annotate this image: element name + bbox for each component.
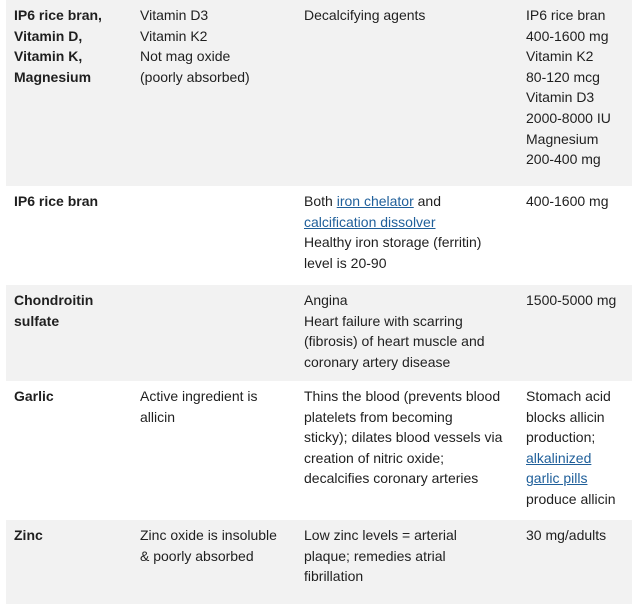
cell-text: Angina: [304, 292, 348, 308]
cell-text: Vitamin D,: [14, 27, 83, 44]
cell-text: (fibrosis) of heart muscle and: [304, 333, 485, 350]
cell-text: decalcifies coronary arteries: [304, 470, 479, 487]
cell-text: and: [413, 193, 441, 209]
cell-text: Vitamin K2: [526, 48, 594, 65]
cell-text: [526, 468, 632, 489]
cell-text: produce allicin: [526, 490, 616, 507]
cell-text: Zinc oxide is insoluble: [140, 527, 277, 543]
cell-text: sticky); dilates blood vessels via: [304, 429, 503, 446]
cell-text: & poorly absorbed: [140, 547, 254, 564]
dose-cell: [519, 386, 632, 510]
cell-text: Vitamin K2: [140, 27, 208, 44]
dose-cell: [519, 5, 632, 170]
cell-text: IP6 rice bran,: [14, 7, 102, 23]
cell-text: Healthy iron storage (ferritin): [304, 234, 482, 251]
effects-cell: [296, 525, 519, 587]
table-row: [6, 285, 632, 381]
alkalinized-garlic-pills-link[interactable]: alkalinized: [526, 449, 592, 466]
calcification-dissolver-link[interactable]: calcification dissolver: [304, 213, 436, 230]
table-row: [6, 520, 632, 604]
supplement-name-cell: [6, 290, 132, 331]
supplement-name-cell: [6, 386, 132, 407]
cell-text: 80-120 mcg: [526, 68, 600, 85]
cell-text: plaque; remedies atrial: [304, 547, 446, 564]
effects-cell: [296, 191, 519, 273]
cell-text: creation of nitric oxide;: [304, 449, 445, 466]
cell-text: Vitamin D3: [526, 89, 595, 106]
cell-text: Vitamin K,: [14, 48, 83, 65]
notes-cell: [132, 386, 296, 427]
dose-cell: [519, 191, 632, 212]
cell-text: [304, 212, 519, 233]
cell-text: 30 mg/adults: [526, 527, 607, 543]
cell-text: Low zinc levels = arterial: [304, 527, 457, 543]
effects-cell: [296, 386, 519, 489]
notes-cell: [132, 5, 296, 87]
cell-text: Zinc: [14, 527, 43, 543]
table-row: [6, 186, 632, 285]
supplement-name-cell: [6, 525, 132, 546]
cell-text: Vitamin D3: [140, 7, 209, 23]
cell-text: 200-400 mg: [526, 151, 601, 168]
dose-cell: [519, 290, 632, 311]
notes-cell: [132, 525, 296, 566]
cell-text: IP6 rice bran: [526, 7, 606, 23]
cell-text: Thins the blood (prevents blood: [304, 388, 501, 404]
dose-cell: [519, 525, 632, 546]
cell-text: Stomach acid: [526, 388, 611, 404]
cell-text: production;: [526, 429, 596, 446]
supplements-table: [6, 0, 632, 604]
cell-text: (poorly absorbed): [140, 68, 250, 85]
iron-chelator-link[interactable]: iron chelator: [336, 193, 414, 209]
cell-text: Both: [304, 193, 337, 209]
cell-text: Magnesium: [526, 130, 599, 147]
cell-text: [304, 191, 519, 212]
cell-text: Not mag oxide: [140, 48, 231, 65]
supplement-name-cell: [6, 191, 132, 212]
cell-text: 400-1600 mg: [526, 193, 609, 209]
cell-text: blocks allicin: [526, 408, 605, 425]
effects-cell: [296, 5, 519, 26]
cell-text: Chondroitin: [14, 292, 94, 308]
cell-text: platelets from becoming: [304, 408, 453, 425]
cell-text: fibrillation: [304, 568, 364, 585]
cell-text: Decalcifying agents: [304, 7, 426, 23]
cell-text: Magnesium: [14, 68, 92, 85]
cell-text: 1500-5000 mg: [526, 292, 617, 308]
cell-text: 2000-8000 IU: [526, 109, 611, 126]
cell-text: Garlic: [14, 388, 54, 404]
cell-text: [526, 448, 632, 469]
cell-text: allicin: [140, 408, 176, 425]
cell-text: 400-1600 mg: [526, 27, 609, 44]
supplement-name-cell: [6, 5, 132, 87]
table-row: [6, 0, 632, 186]
alkalinized-garlic-pills-link[interactable]: garlic pills: [526, 470, 588, 487]
cell-text: level is 20-90: [304, 254, 387, 271]
cell-text: coronary artery disease: [304, 353, 451, 370]
effects-cell: [296, 290, 519, 372]
table-row: [6, 381, 632, 520]
cell-text: IP6 rice bran: [14, 193, 99, 209]
cell-text: sulfate: [14, 312, 60, 329]
cell-text: Heart failure with scarring: [304, 312, 463, 329]
cell-text: Active ingredient is: [140, 388, 258, 404]
